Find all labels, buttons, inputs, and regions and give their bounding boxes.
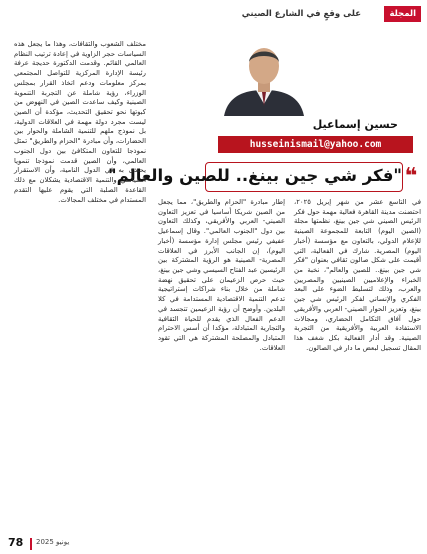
issue-date: يونيو 2025	[36, 538, 70, 546]
article-headline: "فكر شي جين بينغ.. للصين والعالم"	[205, 162, 403, 192]
section-title: على وقعٍ في الشارع الصيني	[241, 9, 361, 19]
author-portrait-icon	[214, 34, 314, 116]
page-footer	[0, 534, 427, 554]
author-email[interactable]: husseinismail@yahoo.com	[218, 136, 413, 153]
article-column-1	[294, 198, 421, 528]
quote-icon: ❝	[404, 164, 418, 189]
headline-block	[108, 162, 419, 192]
article-column-3	[14, 40, 146, 528]
article-column-2	[158, 198, 285, 528]
author-name: حسين إسماعيل	[312, 118, 398, 131]
author-photo	[214, 34, 314, 116]
page-number: 78	[8, 536, 24, 549]
paragraph: في التاسع عشر من شهر إبريل ٢٠٢٥، احتضنت مدينة القاهرة فعالية مهمة حول فكر الرئيس الصيني شي جين بينغ، نظمتها مجلة (الصين اليوم) التابعة للمجموعة الصينية للإعلام الدولي، بالتعاون مع مؤسسة (أخبار اليوم) المصرية. شارك في الفعالية، التي أقيمت على شكل صالون ثقافي بعنوان "فكر شي جين بينغ.. للصين والعالم"، نخبة من الخبراء والإعلاميين الصينيين والمصريين والعرب، وذلك لتسليط الضوء على البعد الفكري والإنساني لفكر الرئيس شي جين بينغ، وتعزيز الحوار الصيني- العربي والأفريقي حول آفاق التكامل الحضاري، ومجالات الاستفادة العربية والأفريقية من التجربة الصينية. وقد أدار الفعالية بكل شغف هذا المقال تسجيل لبعض ما دار في الصالون.	[294, 198, 421, 352]
paragraph: إطار مبادرة "الحزام والطريق"، مما يجعل من الصين شريكا أساسيا في تعزيز التعاون الصيني- العربي والأفريقي، وكذلك التعاون بين دول "الجنوب العالمي". وقال إسماعيل عفيفي رئيس مجلس إدارة مؤسسة (أخبار اليوم)، إن الجانب الأبرز في العلاقات المصرية- الصينية هو الرؤية المشتركة بين الرئيسين عبد الفتاح السيسي وشي جين بينغ، حيث حرص الزعيمان على تحقيق نهضة شاملة من خلال بناء شراكات إستراتيجية تدعم التنمية الاقتصادية المستدامة في كلا البلدين. وأوضح أن رؤية الزعيمين تتجسد في الدعم الفعال الذي يقدم للحياة الثقافية والتجارية المتبادلة، مؤكدا أن أسس الاحترام المتبادل والمصلحة المشتركة هي التي تقود العلاقات.	[158, 198, 285, 352]
paragraph: مختلف الشعوب والثقافات، وهذا ما يجعل هذه السياسات حجر الزاوية في إعادة ترتيب النظام العالمي القائم. وقدمت الدكتورة حديجة عرفة رئيسة الإدارة المركزية للتواصل المجتمعي بمركز معلومات ودعم اتخاذ القرار بمجلس الوزراء، رؤية شاملة عن التجربة التنموية الصينية وكيف ساعدت الصين في النهوض من كبوتها نحو تحقيق التحديث، مؤكدة أن الصين ليست مجرد دولة مهمة في العلاقات الدولية، بل نموذج ملهم للتنمية الشاملة والحوار بين الحضارات، وأن مبادرة "الحزام والطريق" تمثل نموذجا للتعاون المتكافئ بين دول الجنوب العالمي، وأن الصين قدمت نموذجا تنمويا يحتذى به في الدول النامية، وأن الاستقرار السياسي والتنمية الاقتصادية يشكلان مع ذلك القاعدة الصلبة التي يقوم عليها التقدم المستدام في مختلف المجالات.	[14, 40, 146, 204]
magazine-logo: المجلة	[384, 6, 421, 22]
divider	[30, 538, 32, 550]
header	[0, 6, 427, 22]
